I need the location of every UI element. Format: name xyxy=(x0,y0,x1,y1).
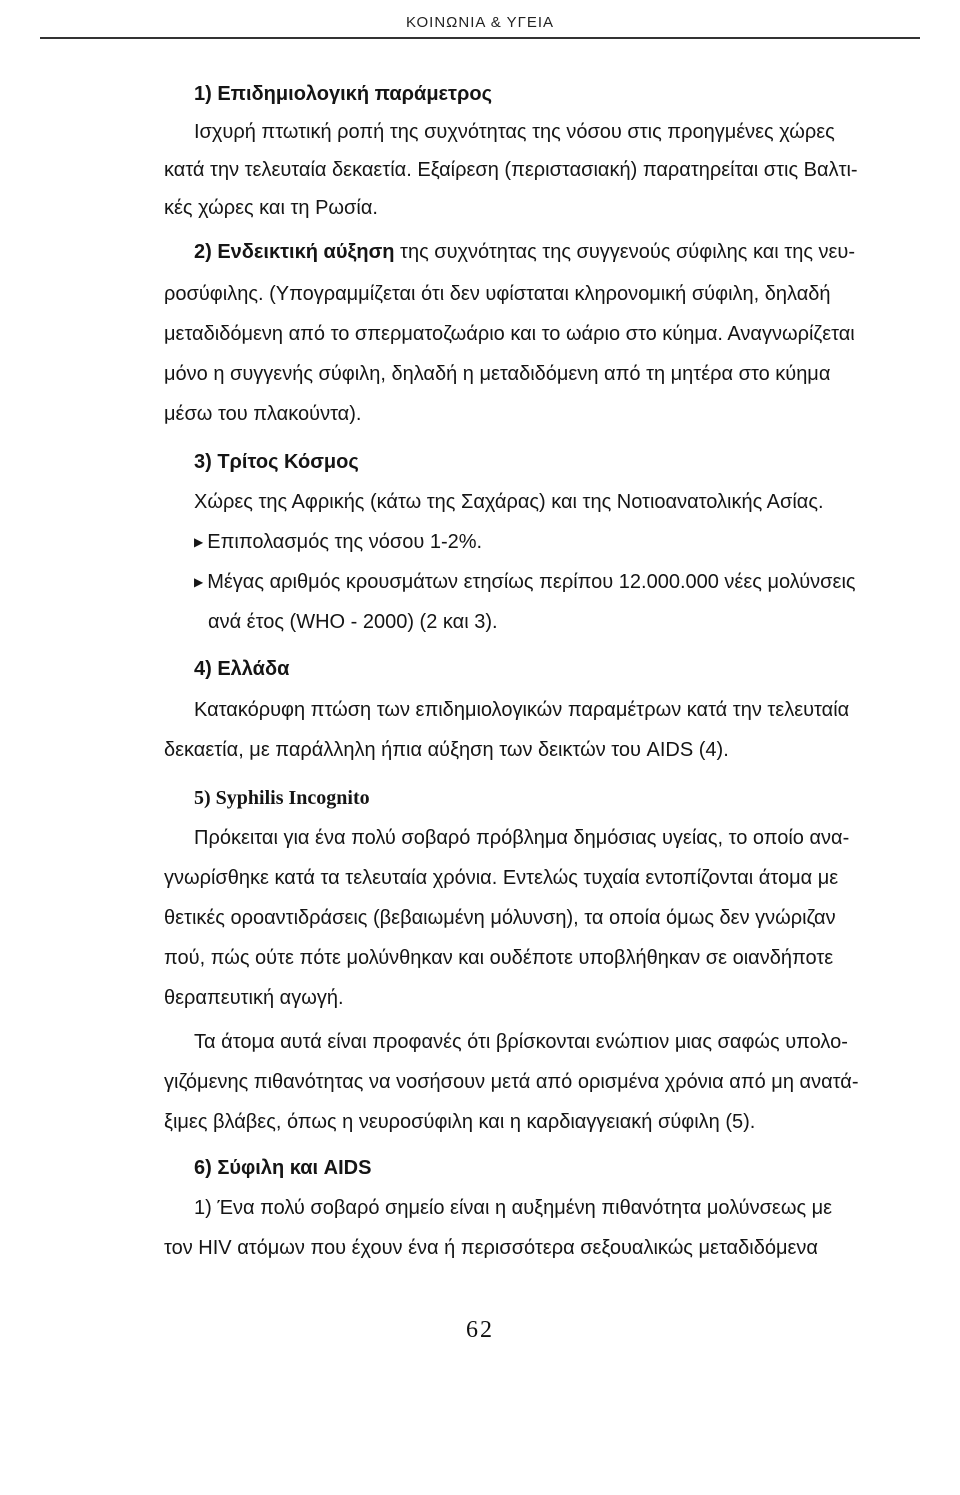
section-5-line: γιζόμενης πιθανότητας να νοσήσουν μετά από ορισμένα χρόνια από μη ανατά- xyxy=(164,1071,859,1093)
section-6-line: 1) Ένα πολύ σοβαρό σημείο είναι η αυξημένη πιθανότητα μολύνσεως με xyxy=(194,1197,833,1219)
bullet-item xyxy=(194,530,482,554)
section-2-heading: 2) Ενδεικτική αύξηση xyxy=(194,241,395,263)
section-4-line: Κατακόρυφη πτώση των επιδημιολογικών παραμέτρων κατά την τελευταία xyxy=(194,699,850,721)
section-1-line: κατά την τελευταία δεκαετία. Εξαίρεση (περιστασιακή) παρατηρείται στις Βαλτι- xyxy=(164,159,858,181)
header-rule xyxy=(40,37,920,39)
section-4-heading: 4) Ελλάδα xyxy=(194,658,290,680)
section-2-line: μεταδιδόμενη από το σπερματοζωάριο και το ωάριο στο κύημα. Αναγνωρίζεται xyxy=(164,323,855,345)
section-3-heading: 3) Τρίτος Κόσμος xyxy=(194,451,359,473)
bullet-icon: ▶ xyxy=(194,535,204,549)
section-5-line: ξιμες βλάβες, όπως η νευροσύφιλη και η καρδιαγγειακή σύφιλη (5). xyxy=(164,1111,756,1133)
bullet-continuation: ανά έτος (WHO - 2000) (2 και 3). xyxy=(208,611,498,633)
section-2-first-line xyxy=(194,240,855,264)
section-1-line: Ισχυρή πτωτική ροπή της συχνότητας της νόσου στις προηγμένες χώρες xyxy=(194,121,835,143)
section-1-line: κές χώρες και τη Ρωσία. xyxy=(164,197,378,219)
page-number: 62 xyxy=(466,1317,494,1343)
section-4-line: δεκαετία, με παράλληλη ήπια αύξηση των δεικτών του AIDS (4). xyxy=(164,739,729,761)
section-6-heading: 6) Σύφιλη και AIDS xyxy=(194,1157,372,1179)
section-5-line: Πρόκειται για ένα πολύ σοβαρό πρόβλημα δημόσιας υγείας, το οποίο ανα- xyxy=(194,827,850,849)
bullet-text: Μέγας αριθμός κρουσμάτων ετησίως περίπου 12.000.000 νέες μολύνσεις xyxy=(207,571,856,593)
section-2-line: μόνο η συγγενής σύφιλη, δηλαδή η μεταδιδόμενη από τη μητέρα στο κύημα xyxy=(164,363,831,385)
section-5-heading: 5) Syphilis Incognito xyxy=(194,787,370,809)
section-5-line: πού, πώς ούτε πότε μολύνθηκαν και ουδέποτε υποβλήθηκαν σε οιανδήποτε xyxy=(164,947,834,969)
running-header: ΚΟΙΝΩΝΙΑ & ΥΓΕΙΑ xyxy=(405,14,555,31)
section-5-line: θετικές οροαντιδράσεις (βεβαιωμένη μόλυνση), τα οποία όμως δεν γνώριζαν xyxy=(164,907,836,929)
section-3-line: Χώρες της Αφρικής (κάτω της Σαχάρας) και της Νοτιοανατολικής Ασίας. xyxy=(194,491,824,513)
section-5-line: γνωρίσθηκε κατά τα τελευταία χρόνια. Εντελώς τυχαία εντοπίζονται άτομα με xyxy=(164,867,839,889)
bullet-text: Επιπολασμός της νόσου 1-2%. xyxy=(207,531,483,553)
bullet-icon: ▶ xyxy=(194,575,204,589)
section-2-line: ροσύφιλης. (Υπογραμμίζεται ότι δεν υφίσταται κληρονομική σύφιλη, δηλαδή xyxy=(164,283,831,305)
section-2-line: μέσω του πλακούντα). xyxy=(164,403,362,425)
section-6-line: τον HIV ατόμων που έχουν ένα ή περισσότερα σεξουαλικώς μεταδιδόμενα xyxy=(164,1237,818,1259)
section-2-heading-rest: της συχνότητας της συγγενούς σύφιλης και της νευ- xyxy=(394,241,856,263)
section-5-line: Τα άτομα αυτά είναι προφανές ότι βρίσκονται ενώπιον μιας σαφώς υπολο- xyxy=(194,1031,848,1053)
bullet-item xyxy=(194,570,856,594)
section-1-heading: 1) Επιδημιολογική παράμετρος xyxy=(194,83,492,105)
section-5-line: θεραπευτική αγωγή. xyxy=(164,987,344,1009)
